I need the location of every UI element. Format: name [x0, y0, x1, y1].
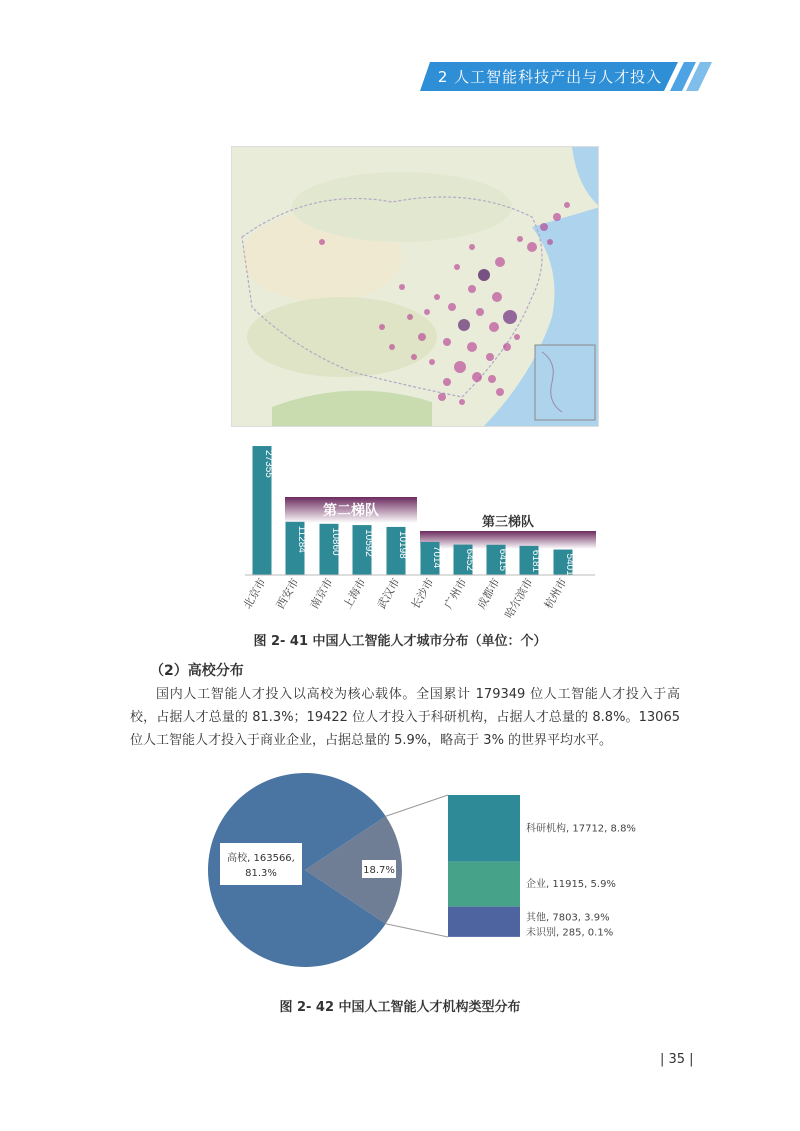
breakdown-label: 其他, 7803, 3.9%: [526, 912, 610, 924]
institution-pie-chart: [200, 765, 660, 990]
bar-value-label: 10860: [330, 527, 341, 556]
bar-value-label: 10198: [397, 530, 408, 559]
category-label: 南京市: [307, 576, 336, 612]
figure-41-caption: 图 2- 41 中国人工智能人才城市分布（单位：个）: [253, 634, 547, 649]
header-title: 2 人工智能科技产出与人才投入: [437, 68, 663, 86]
city-bar-chart: [240, 432, 600, 627]
category-label: 西安市: [273, 576, 302, 612]
tier-3-label: 第三梯队: [481, 515, 535, 530]
figure-42-caption: 图 2- 42 中国人工智能人才机构类型分布: [279, 1000, 521, 1015]
breakdown-segment: [448, 907, 520, 937]
category-label: 哈尔滨市: [502, 576, 536, 621]
breakdown-segment: [448, 795, 520, 862]
page-number: | 35 |: [660, 1052, 694, 1067]
breakdown-label: 科研机构, 17712, 8.8%: [526, 823, 636, 835]
bar-value-label: 7014: [431, 545, 442, 569]
body-paragraph: 国内人工智能人才投入以高校为核心载体。全国累计 179349 位人工智能人才投入于高校，占据人才总量的 81.3%；19422 位人才投入于科研机构，占据人才总量的 8.8%。13065 位人工智能人才投入于商业企业，占据总量的 5.9%，略高于 3% 的世界平均水平。: [130, 687, 680, 748]
header-banner: [0, 0, 800, 110]
section-heading: （2）高校分布: [150, 663, 244, 679]
bar-value-label: 6181: [530, 549, 541, 573]
category-label: 武汉市: [374, 576, 403, 612]
main-slice-pct: 81.3%: [245, 868, 277, 879]
breakdown-segment: [448, 936, 520, 937]
china-map-image: [231, 146, 599, 427]
category-label: 成都市: [474, 576, 503, 612]
bar-value-label: 11284: [296, 525, 307, 553]
minor-slice-label: 18.7%: [363, 865, 395, 876]
category-label: 长沙市: [408, 576, 437, 612]
tier-3-band: [420, 531, 596, 549]
breakdown-label: 企业, 11915, 5.9%: [526, 879, 616, 891]
connector-top: [386, 795, 448, 816]
category-label: 北京市: [240, 576, 269, 612]
category-label: 上海市: [340, 576, 369, 612]
category-label: 杭州市: [541, 576, 570, 612]
bar-value-label: 6415: [497, 548, 508, 572]
bar-value-label: 10592: [363, 529, 374, 557]
connector-bottom: [386, 924, 448, 937]
category-label: 广州市: [441, 576, 470, 612]
bar-value-label: 6452: [464, 548, 475, 571]
bar-value-label: 5401: [564, 553, 575, 576]
tier-2-label: 第二梯队: [323, 503, 379, 519]
main-slice-label: 高校, 163566,: [227, 853, 295, 864]
breakdown-label: 未识别, 285, 0.1%: [526, 927, 614, 939]
breakdown-segment: [448, 862, 520, 907]
map-graphic: [232, 147, 599, 427]
bar-value-label: 27355: [263, 450, 274, 478]
